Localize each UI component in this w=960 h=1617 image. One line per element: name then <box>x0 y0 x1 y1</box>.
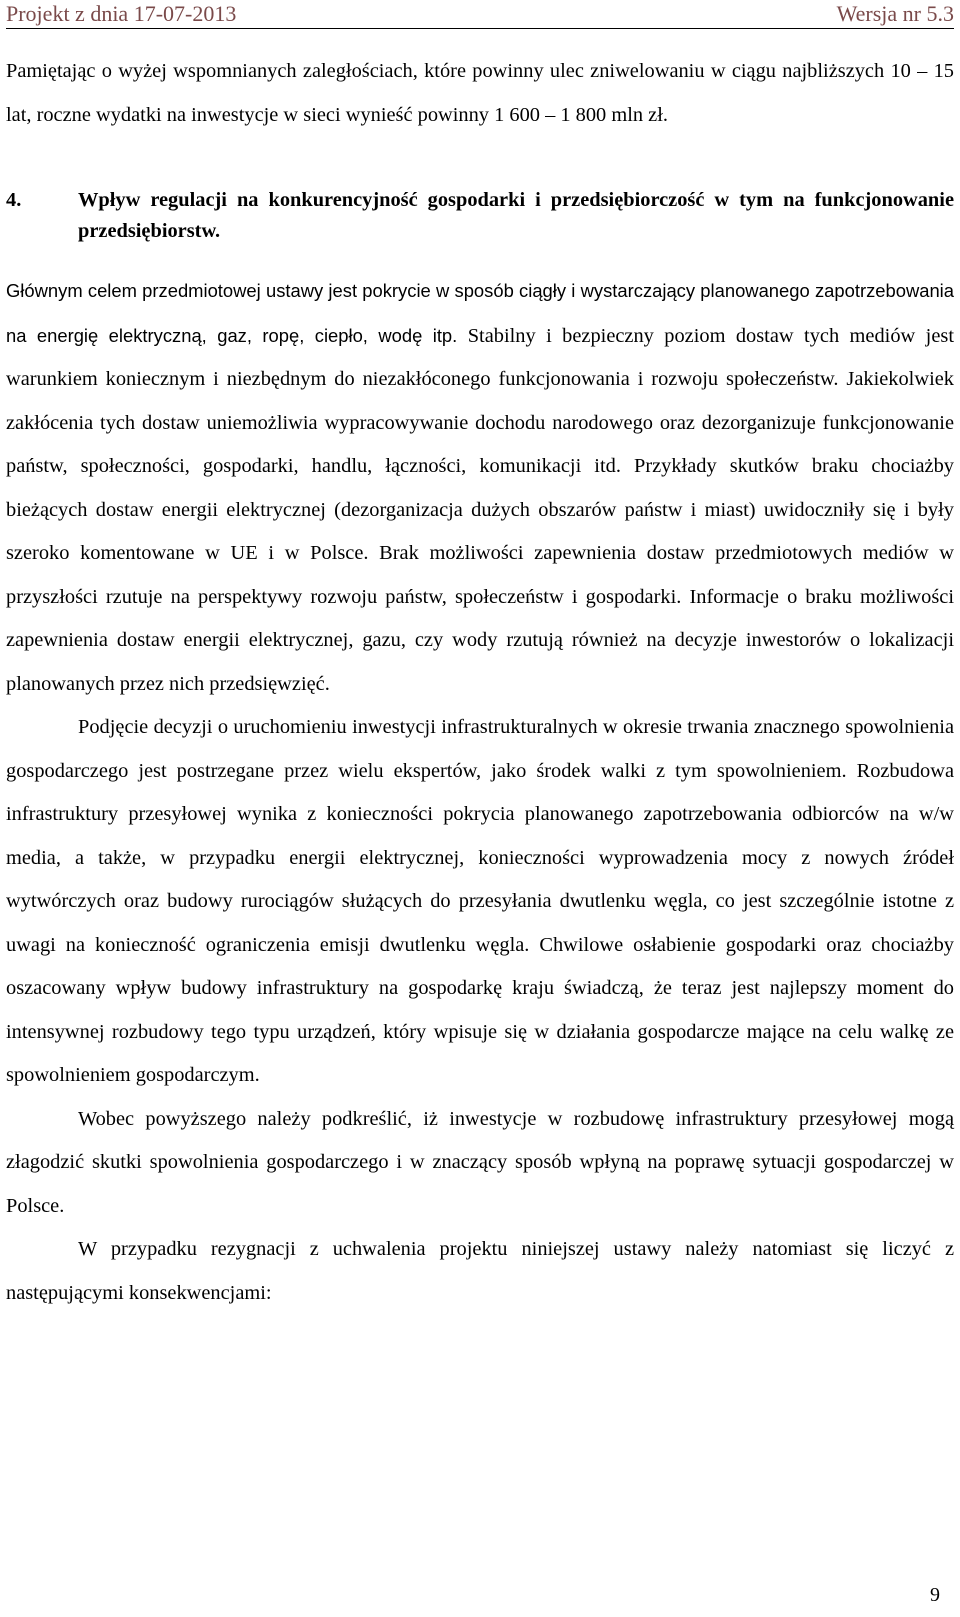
paragraph-main-goal-serif: Stabilny i bezpieczny poziom dostaw tych mediów jest warunkiem koniecznym i niezbędnym do niezakłóconego funkcjonowania i rozwoju społeczeństw. Jakiekolwiek zakłócenia tych dostaw uniemożliwia wypracowywanie dochodu narodowego oraz dezorganizuje funkcjonowanie państw, społeczności, gospodarki, handlu, łączności, komunikacji itd. Przykłady skutków braku chociażby bieżących dostaw energii elektrycznej (dezorganizacja dużych obszarów państw i miast) uwidoczniły się i były szeroko komentowane w UE i w Polsce. Brak możliwości zapewnienia dostaw przedmiotowych mediów w przyszłości rzutuje na perspektywy rozwoju państw, społeczeństw i gospodarki. Informacje o braku możliwości zapewnienia dostaw energii elektrycznej, gazu, czy wody rzutują również na decyzje inwestorów o lokalizacji planowanych przez nich przedsięwzięć. <box>6 324 954 695</box>
header-project-date: Projekt z dnia 17-07-2013 <box>6 1 237 26</box>
page-number: 9 <box>930 1584 940 1606</box>
paragraph-main-goal-sans: Głównym celem przedmiotowej ustawy jest pokrycie w sposób ciągły i wystarczający planowanego zapotrzebowania na energię elektryczną, gaz, ropę, ciepło, wodę itp. <box>6 280 954 346</box>
paragraph-conclusion: Wobec powyższego należy podkreślić, iż inwestycje w rozbudowę infrastruktury przesyłowej mogą złagodzić skutki spowolnienia gospodarczego i w znaczący sposób wpłyną na poprawę sytuacji gospodarczej w Polsce. <box>6 1107 954 1217</box>
document-body <box>6 50 954 1315</box>
paragraph-main-goal <box>6 269 954 706</box>
section-title: Wpływ regulacji na konkurencyjność gospodarki i przedsiębiorczość w tym na funkcjonowanie przedsiębiorstw. <box>78 189 954 242</box>
paragraph-infrastructure-decision: Podjęcie decyzji o uruchomieniu inwestycji infrastrukturalnych w okresie trwania znacznego spowolnienia gospodarczego jest postrzegane przez wielu ekspertów, jako środek walki z tym spowolnieniem. Rozbudowa infrastruktury przesyłowej wynika z konieczności pokrycia planowanego zapotrzebowania odbiorców na w/w media, a także, w przypadku energii elektrycznej, konieczności wyprowadzenia mocy z nowych źródeł wytwórczych oraz budowy rurociągów służących do przesyłania dwutlenku węgla, co jest szczególnie istotne z uwagi na konieczność ograniczenia emisji dwutlenku węgla. Chwilowe osłabienie gospodarki oraz chociażby oszacowany wpływ budowy infrastruktury na gospodarkę kraju świadczą, że teraz jest najlepszy moment do intensywnej rozbudowy tego typu urządzeń, który wpisuje się w działania gospodarcze mające na celu walkę ze spowolnieniem gospodarczym. <box>6 716 954 1086</box>
section-number: 4. <box>6 189 22 211</box>
paragraph-consequences: W przypadku rezygnacji z uchwalenia projektu niniejszej ustawy należy natomiast się liczyć z następującymi konsekwencjami: <box>6 1238 954 1304</box>
page-header <box>6 0 954 29</box>
paragraph-investment-costs: Pamiętając o wyżej wspomnianych zaległościach, które powinny ulec zniwelowaniu w ciągu najbliższych 10 – 15 lat, roczne wydatki na inwestycje w sieci wynieść powinny 1 600 – 1 800 mln zł. <box>6 60 954 126</box>
header-version: Wersja nr 5.3 <box>836 1 954 26</box>
section-heading <box>6 185 954 247</box>
